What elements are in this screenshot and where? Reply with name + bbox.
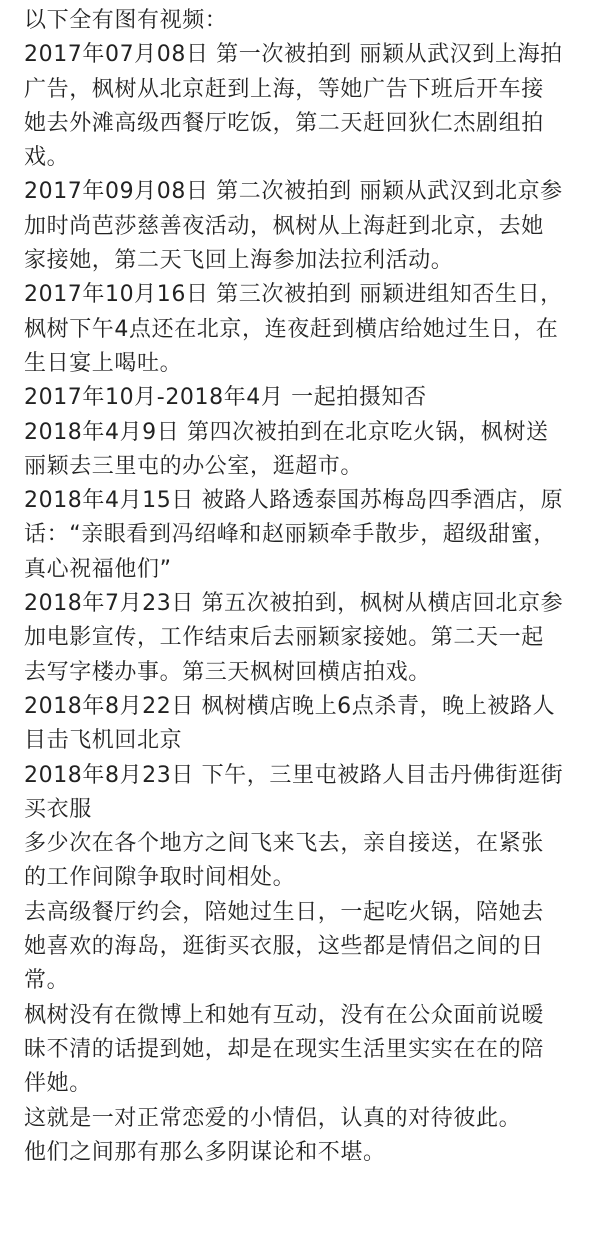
text-line: 2017年07月08日 第一次被拍到 丽颖从武汉到上海拍	[24, 42, 563, 68]
text-line: 丽颖去三里屯的办公室，逛超市。	[24, 453, 364, 479]
text-line: 多少次在各个地方之间飞来飞去，亲自接送，在紧张	[24, 831, 544, 857]
text-line: 去高级餐厅约会，陪她过生日，一起吃火锅，陪她去	[24, 899, 544, 925]
text-line: 这就是一对正常恋爱的小情侣，认真的对待彼此。	[24, 1105, 522, 1131]
text-line: 话：“亲眼看到冯绍峰和赵丽颖牵手散步，超级甜蜜，	[24, 522, 556, 548]
text-line: 2018年8月22日 枫树横店晚上6点杀青，晚上被路人	[24, 693, 556, 719]
text-line: 买衣服	[24, 796, 92, 822]
text-line: 昧不清的话提到她，却是在现实生活里实实在在的陪	[24, 1036, 544, 1062]
text-line: 她喜欢的海岛，逛街买衣服，这些都是情侣之间的日	[24, 934, 544, 960]
text-line: 广告，枫树从北京赶到上海，等她广告下班后开车接	[24, 76, 544, 102]
text-line: 2018年4月15日 被路人路透泰国苏梅岛四季酒店，原	[24, 488, 564, 514]
text-line: 去写字楼办事。第三天枫树回横店拍戏。	[24, 659, 431, 685]
text-line: 伴她。	[24, 1071, 92, 1097]
text-line: 他们之间那有那么多阴谋论和不堪。	[24, 1139, 386, 1165]
text-line: 枫树下午4点还在北京，连夜赶到横店给她过生日，在	[24, 316, 559, 342]
text-line: 2018年8月23日 下午，三里屯被路人目击丹佛街逛街	[24, 762, 564, 788]
text-line: 加时尚芭莎慈善夜活动，枫树从上海赶到北京，去她	[24, 213, 544, 239]
text-line: 的工作间隙争取时间相处。	[24, 865, 296, 891]
text-line: 真心祝福他们”	[24, 556, 172, 582]
text-line: 生日宴上喝吐。	[24, 350, 183, 376]
text-line: 2018年4月9日 第四次被拍到在北京吃火锅，枫树送	[24, 419, 549, 445]
text-line: 家接她，第二天飞回上海参加法拉利活动。	[24, 248, 454, 274]
text-line: 戏。	[24, 145, 70, 171]
text-line: 加电影宣传，工作结束后去丽颖家接她。第二天一起	[24, 625, 544, 651]
text-line: 常。	[24, 968, 70, 994]
text-line: 枫树没有在微博上和她有互动，没有在公众面前说暧	[24, 1002, 544, 1028]
text-line: 2017年10月16日 第三次被拍到 丽颖进组知否生日，	[24, 282, 563, 308]
text-line: 以下全有图有视频：	[24, 8, 228, 33]
text-line: 2017年10月-2018年4月 一起拍摄知否	[24, 385, 427, 411]
text-line: 2018年7月23日 第五次被拍到，枫树从横店回北京参	[24, 591, 564, 617]
text-line: 2017年09月08日 第二次被拍到 丽颖从武汉到北京参	[24, 179, 563, 205]
text-line: 目击飞机回北京	[24, 728, 183, 754]
text-line: 她去外滩高级西餐厅吃饭，第二天赶回狄仁杰剧组拍	[24, 110, 544, 136]
